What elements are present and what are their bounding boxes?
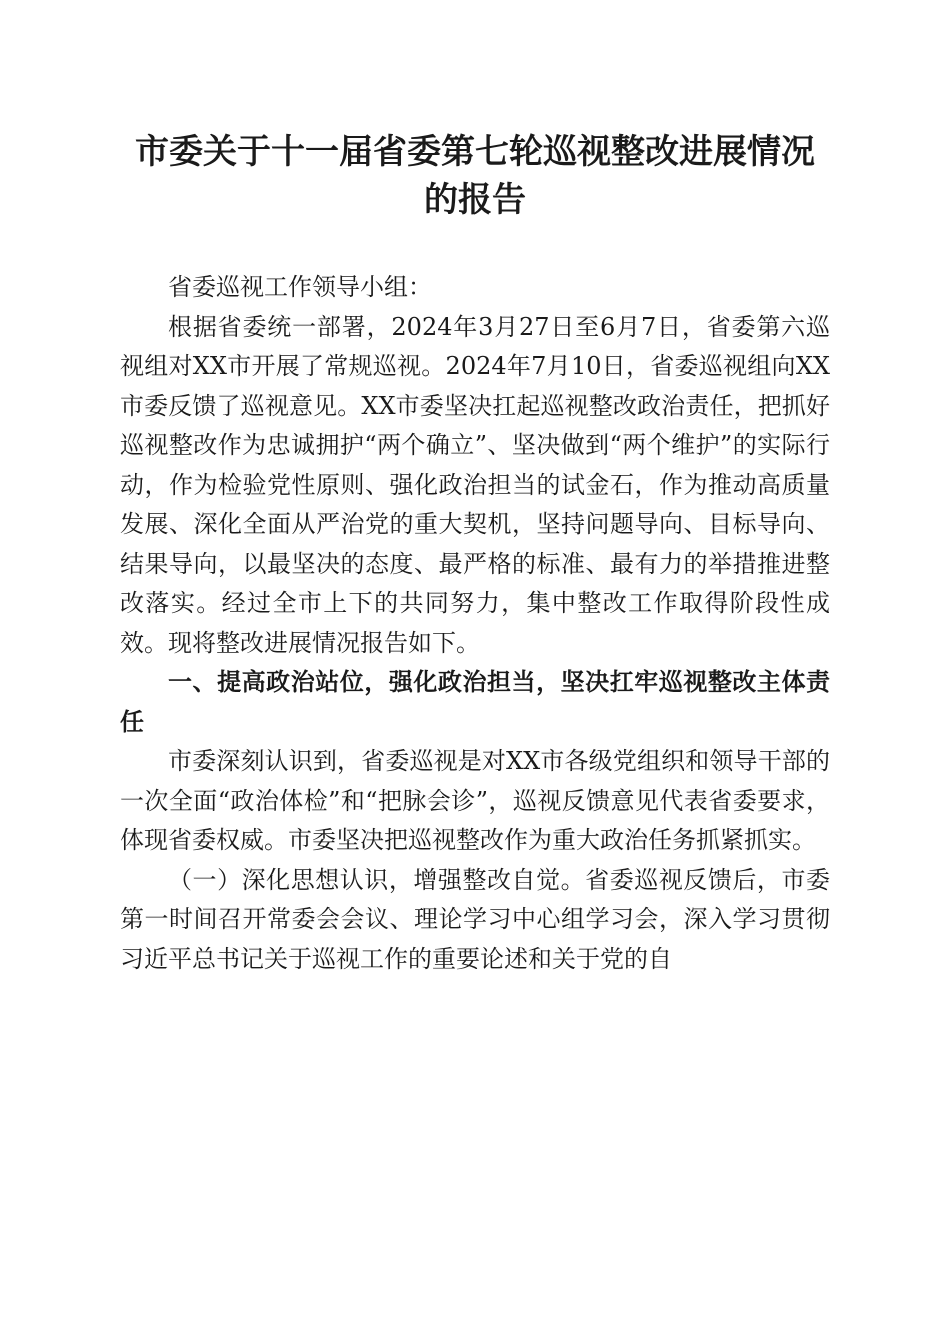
section-heading-1: 一、提高政治站位，强化政治担当，坚决扛牢巡视整改主体责任 [120, 668, 830, 736]
document-title: 市委关于十一届省委第七轮巡视整改进展情况的报告 [135, 132, 815, 220]
document-body [120, 268, 830, 979]
section-1-paragraph: 市委深刻认识到，省委巡视是对XX市各级党组织和领导干部的一次全面“政治体检”和“把脉会诊”，巡视反馈意见代表省委要求，体现省委权威。市委坚决把巡视整改作为重大政治任务抓紧抓实。 [120, 747, 830, 854]
intro-paragraph: 根据省委统一部署，2024年3月27日至6月7日，省委第六巡视组对XX市开展了常规巡视。2024年7月10日，省委巡视组向XX市委反馈了巡视意见。XX市委坚决扛起巡视整改政治责任，把抓好巡视整改作为忠诚拥护“两个确立”、坚决做到“两个维护”的实际行动，作为检验党性原则、强化政治担当的试金石，作为推动高质量发展、深化全面从严治党的重大契机，坚持问题导向、目标导向、结果导向，以最坚决的态度、最严格的标准、最有力的举措推进整改落实。经过全市上下的共同努力，集中整改工作取得阶段性成效。现将整改进展情况报告如下。 [120, 312, 830, 657]
salutation: 省委巡视工作领导小组： [168, 273, 432, 301]
subsection-1-text: 省委巡视反馈后，市委第一时间召开常委会会议、理论学习中心组学习会，深入学习贯彻习近平总书记关于巡视工作的重要论述和关于党的自 [120, 865, 831, 973]
subsection-1-paragraph [120, 861, 830, 980]
subsection-1-lead: （一）深化思想认识，增强整改自觉。 [168, 865, 586, 894]
